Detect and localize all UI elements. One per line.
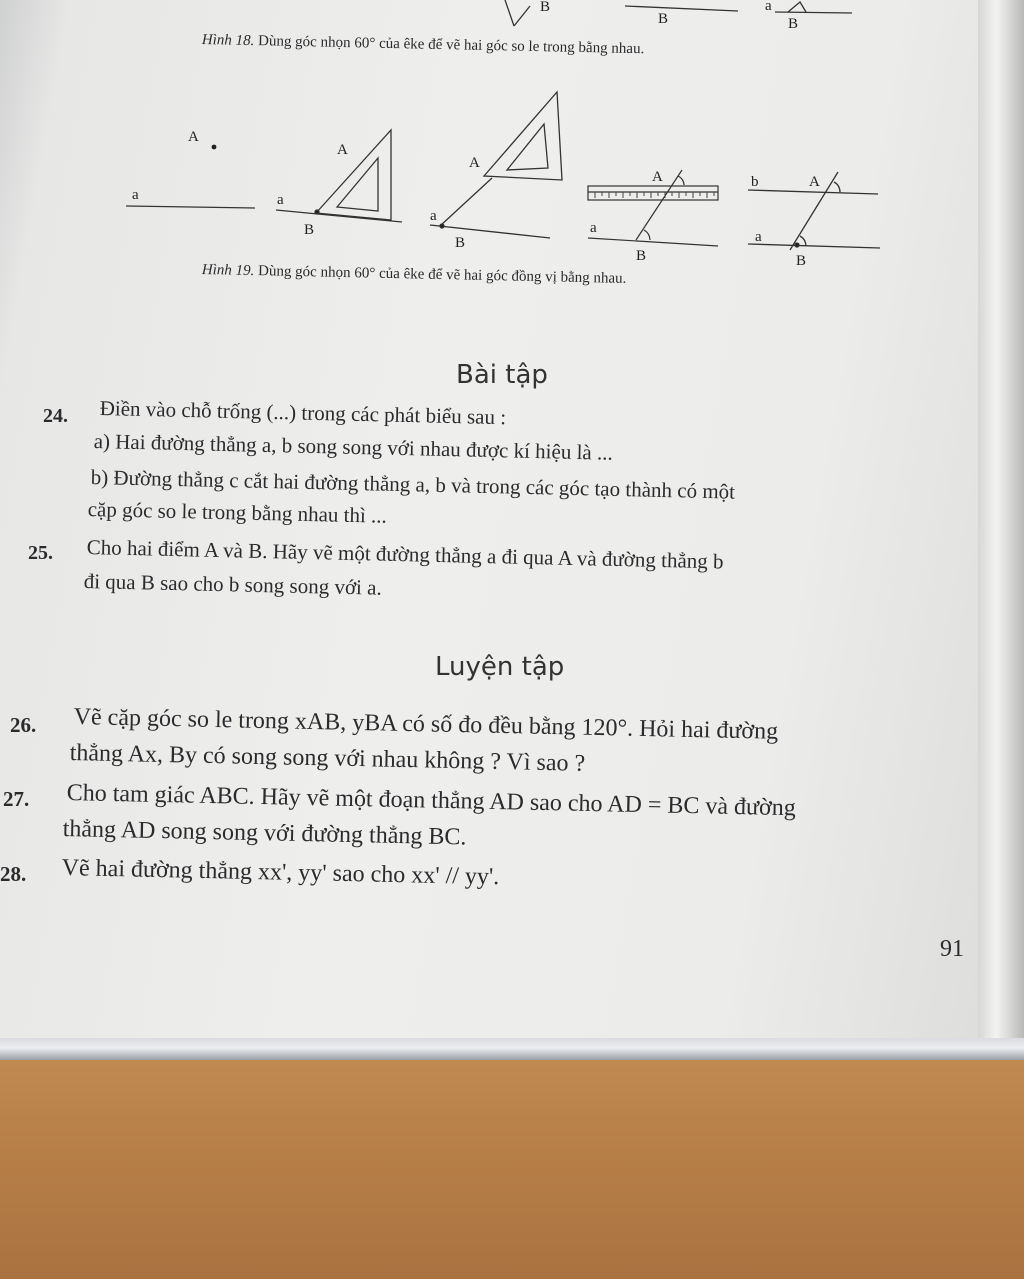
section-heading-luyen-tap: Luyện tập [435, 652, 565, 682]
exercise-25-number: 25. [28, 542, 53, 564]
fig19-p5-label-A: A [809, 174, 820, 190]
fig19-p4-label-A: A [652, 169, 663, 185]
fig19-p3-label-A: A [469, 155, 480, 171]
figure-18-remnant [505, 0, 852, 26]
figure-18-label: Hình 18. [201, 32, 255, 50]
fig19-p3-label-a: a [430, 208, 437, 224]
exercise-28-line-1: Vẽ hai đường thẳng xx', yy' sao cho xx' // yy'. [61, 855, 500, 891]
fig19-panel-1 [126, 145, 255, 208]
fig18-label-b2: B [658, 11, 669, 27]
fig19-p2-label-A: A [337, 142, 348, 158]
fig19-p3-label-B: B [455, 235, 466, 251]
fig18-label-a3: a [765, 0, 772, 14]
exercise-24-line-3: b) Đường thẳng c cắt hai đường thẳng a, b và trong các góc tạo thành có một [90, 465, 736, 504]
exercise-25-line-1: Cho hai điểm A và B. Hãy vẽ một đường thẳng a đi qua A và đường thẳng b [86, 535, 724, 574]
exercise-24-number: 24. [43, 405, 68, 427]
book-bottom-edge [0, 1038, 1024, 1060]
figure-19-label: Hình 19. [201, 262, 255, 280]
fig19-p5-label-B: B [796, 253, 807, 269]
ruler-ticks [595, 192, 714, 198]
section-heading-bai-tap: Bài tập [456, 360, 548, 390]
fig19-p2-label-B: B [304, 222, 315, 238]
figure-18-text: Dùng góc nhọn 60° của êke để vẽ hai góc so le trong bằng nhau. [257, 33, 645, 58]
wooden-table [0, 1040, 1024, 1279]
exercise-24-line-1: Điền vào chỗ trống (...) trong các phát biểu sau : [99, 396, 507, 430]
fig18-label-b3: B [788, 16, 799, 32]
exercise-27-line-1: Cho tam giác ABC. Hãy vẽ một đoạn thẳng AD sao cho AD = BC và đường [66, 780, 797, 822]
exercise-25-line-2: đi qua B sao cho b song song với a. [83, 569, 383, 600]
fig19-p4-label-a: a [590, 220, 597, 236]
exercise-28-number: 28. [0, 862, 27, 886]
figure-19-text: Dùng góc nhọn 60° của êke để vẽ hai góc đồng vị bằng nhau. [257, 263, 627, 287]
fig19-p2-label-a: a [277, 192, 284, 208]
exercise-26-number: 26. [10, 713, 37, 737]
page-number: 91 [940, 936, 964, 962]
exercise-27-number: 27. [3, 787, 30, 811]
fig19-p4-label-B: B [636, 248, 647, 264]
exercise-24-line-2: a) Hai đường thẳng a, b song song với nhau được kí hiệu là ... [93, 429, 614, 465]
exercise-26-line-1: Vẽ cặp góc so le trong xAB, yBA có số đo đều bằng 120°. Hỏi hai đường [73, 704, 779, 745]
fig19-panel-3 [430, 92, 562, 238]
fig19-p1-label-A: A [188, 129, 199, 145]
fig19-p1-label-a: a [132, 187, 139, 203]
exercise-27-line-2: thẳng AD song song với đường thẳng BC. [62, 816, 467, 851]
exercise-26-line-2: thẳng Ax, By có song song với nhau không ? Vì sao ? [69, 740, 586, 777]
fig18-label-b1: B [540, 0, 551, 15]
exercise-24-line-4: cặp góc so le trong bằng nhau thì ... [87, 497, 388, 528]
fig19-p5-label-b: b [751, 174, 759, 190]
fig19-p5-label-a: a [755, 229, 762, 245]
